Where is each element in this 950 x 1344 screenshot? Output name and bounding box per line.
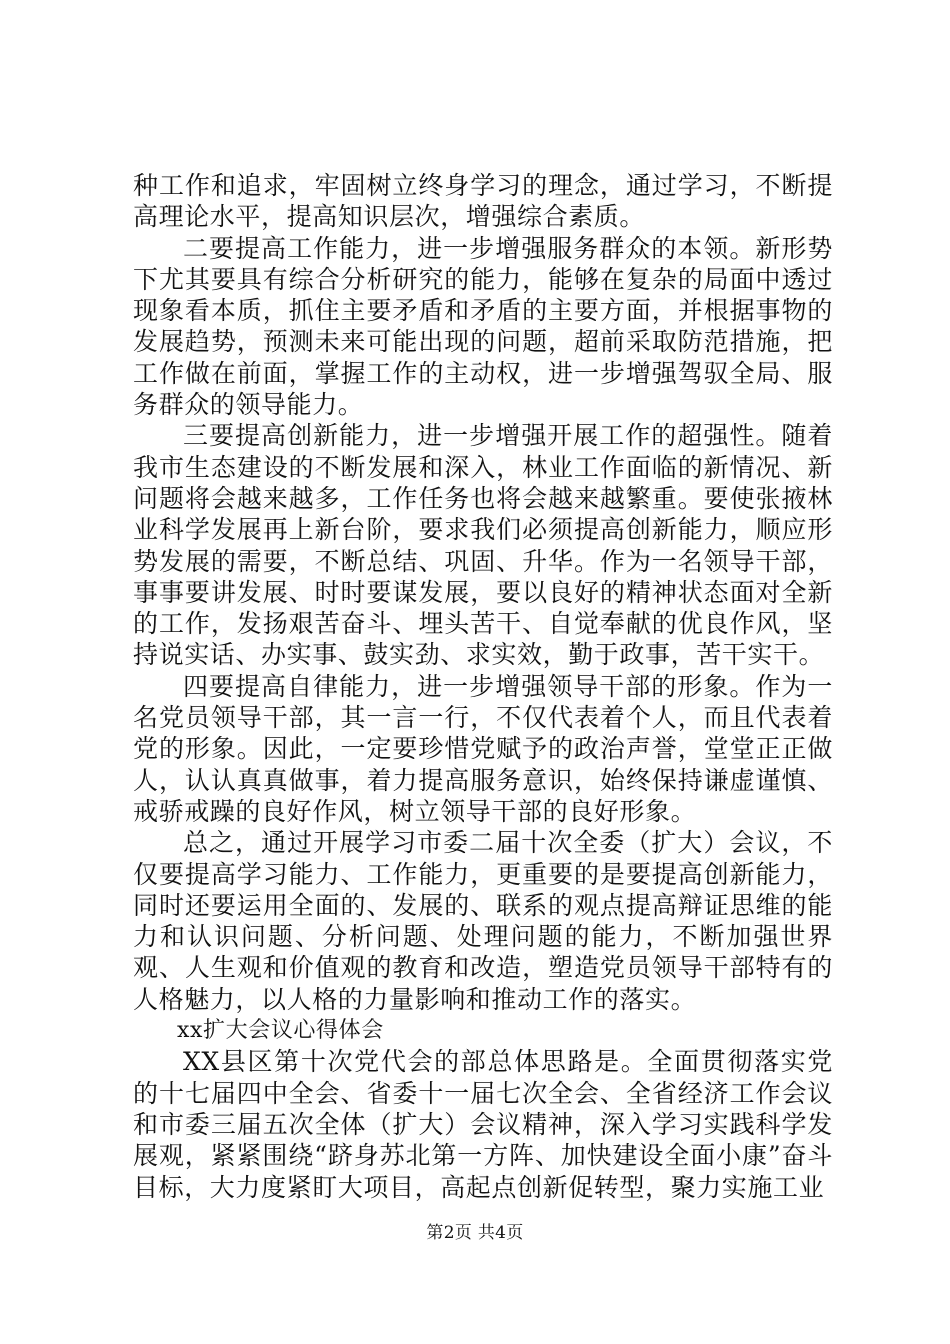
document-body (133, 170, 833, 1203)
paragraph-work-ability: 二要提高工作能力，进一步增强服务群众的本领。新形势下尤其要具有综合分析研究的能力，能够在复杂的局面中透过现象看本质，抓住主要矛盾和矛盾的主要方面，并根据事物的发展趋势，预测未来可能出现的问题，超前采取防范措施，把工作做在前面，掌握工作的主动权，进一步增强驾驭全局、服务群众的领导能力。 (133, 233, 833, 420)
section-heading: xx扩大会议心得体会 (177, 1018, 384, 1044)
paragraph-party-congress: XX县区第十次党代会的部总体思路是。全面贯彻落实党的十七届四中全会、省委十一届七次全会、全省经济工作会议和市委三届五次全体（扩大）会议精神，深入学习实践科学发展观，紧紧围绕“跻身苏北第一方阵、加快建设全面小康”奋斗目标，大力度紧盯大项目，高起点创新促转型，聚力实施工业 (133, 1047, 833, 1202)
paragraph-innovation-ability: 三要提高创新能力，进一步增强开展工作的超强性。随着我市生态建设的不断发展和深入，林业工作面临的新情况、新问题将会越来越多，工作任务也将会越来越繁重。要使张掖林业科学发展再上新台阶，要求我们必须提高创新能力，顺应形势发展的需要，不断总结、巩固、升华。作为一名领导干部，事事要讲发展、时时要谋发展，要以良好的精神状态面对全新的工作，发扬艰苦奋斗、埋头苦干、自觉奉献的优良作风，坚持说实话、办实事、鼓实劲、求实效，勤于政事，苦干实干。 (133, 421, 833, 670)
paragraph-self-discipline: 四要提高自律能力，进一步增强领导干部的形象。作为一名党员领导干部，其一言一行，不仅代表着个人，而且代表着党的形象。因此，一定要珍惜党赋予的政治声誉，堂堂正正做人，认认真真做事，着力提高服务意识，始终保持谦虚谨慎、戒骄戒躁的良好作风，树立领导干部的良好形象。 (133, 671, 833, 826)
page-number-footer: 第2页 共4页 (426, 1223, 524, 1243)
paragraph-conclusion: 总之，通过开展学习市委二届十次全委（扩大）会议，不仅要提高学习能力、工作能力，更重要的是要提高创新能力，同时还要运用全面的、发展的、联系的观点提高辩证思维的能力和认识问题、分析问题、处理问题的能力，不断加强世界观、人生观和价值观的教育和改造，塑造党员领导干部特有的人格魅力，以人格的力量影响和推动工作的落实。 (133, 828, 833, 1014)
paragraph-continuation: 种工作和追求，牢固树立终身学习的理念，通过学习，不断提高理论水平，提高知识层次，增强综合素质。 (133, 171, 833, 232)
